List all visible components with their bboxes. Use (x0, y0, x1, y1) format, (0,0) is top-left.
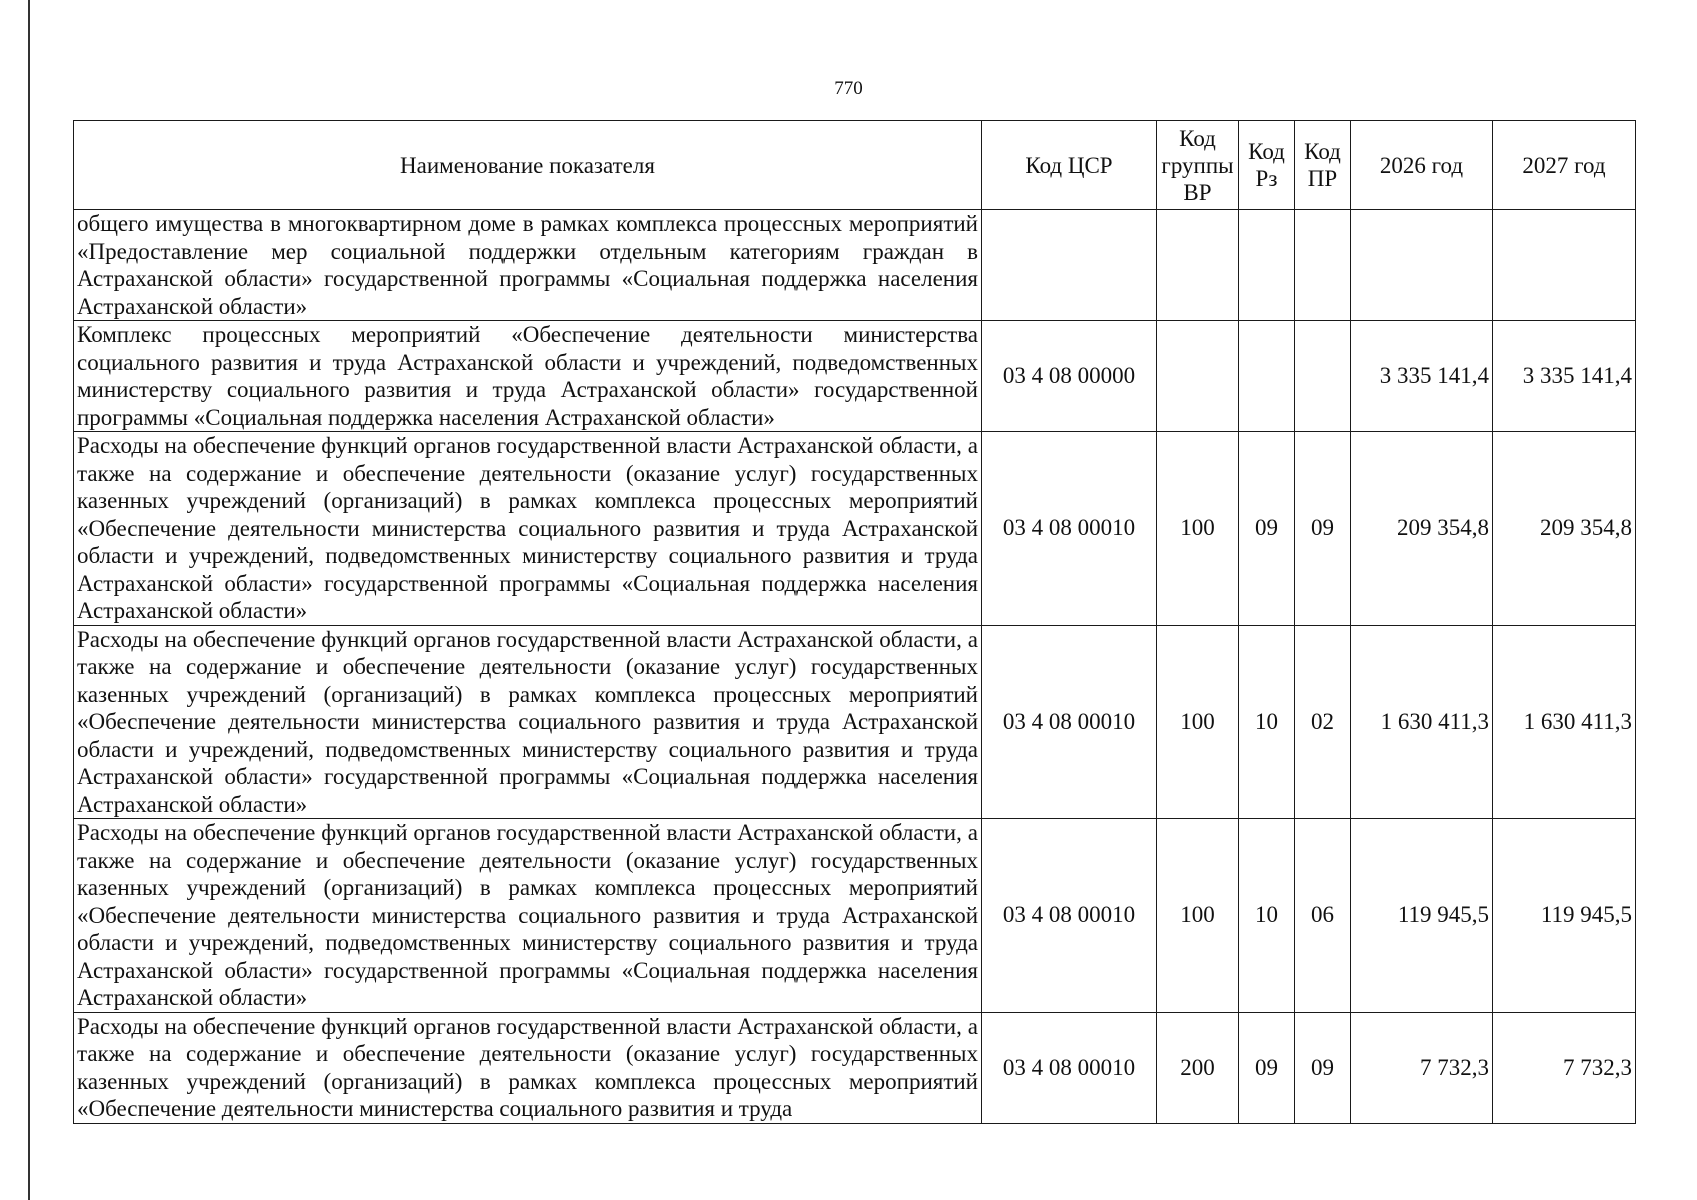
row-pr: 06 (1295, 819, 1351, 1013)
row-name: Расходы на обеспечение функций органов государственной власти Астраханской области, а также на содержание и обеспечение деятельности (оказание услуг) государственных казенных учреждений (организаций) в рамках комплекса процессных мероприятий «Обеспечение деятельности министерства социального развития и труда (74, 1012, 982, 1123)
header-vr: Код группы ВР (1157, 121, 1239, 210)
row-vr: 100 (1157, 625, 1239, 819)
header-name: Наименование показателя (74, 121, 982, 210)
row-2027: 119 945,5 (1493, 819, 1636, 1013)
row-rz: 10 (1239, 625, 1295, 819)
row-csr (982, 210, 1157, 321)
row-pr: 02 (1295, 625, 1351, 819)
header-2026: 2026 год (1351, 121, 1493, 210)
table-row (74, 432, 1636, 626)
row-vr (1157, 321, 1239, 432)
row-pr (1295, 321, 1351, 432)
row-name: Расходы на обеспечение функций органов государственной власти Астраханской области, а также на содержание и обеспечение деятельности (оказание услуг) государственных казенных учреждений (организаций) в рамках комплекса процессных мероприятий «Обеспечение деятельности министерства социального развития и труда Астраханской области и учреждений, подведомственных министерству социального развития и труда Астраханской области» государственной программы «Социальная поддержка населения Астраханской области» (74, 432, 982, 626)
table-header-row (74, 121, 1636, 210)
row-name: Расходы на обеспечение функций органов государственной власти Астраханской области, а также на содержание и обеспечение деятельности (оказание услуг) государственных казенных учреждений (организаций) в рамках комплекса процессных мероприятий «Обеспечение деятельности министерства социального развития и труда Астраханской области и учреждений, подведомственных министерству социального развития и труда Астраханской области» государственной программы «Социальная поддержка населения Астраханской области» (74, 819, 982, 1013)
row-csr: 03 4 08 00010 (982, 819, 1157, 1013)
row-2027: 7 732,3 (1493, 1012, 1636, 1123)
row-csr: 03 4 08 00000 (982, 321, 1157, 432)
row-pr: 09 (1295, 1012, 1351, 1123)
scan-edge-line (28, 0, 30, 1200)
header-2027: 2027 год (1493, 121, 1636, 210)
row-rz (1239, 321, 1295, 432)
budget-table (73, 120, 1636, 1124)
header-rz: Код Рз (1239, 121, 1295, 210)
table-row (74, 1012, 1636, 1123)
table-row (74, 321, 1636, 432)
row-rz: 09 (1239, 432, 1295, 626)
row-2027: 3 335 141,4 (1493, 321, 1636, 432)
row-name: Расходы на обеспечение функций органов государственной власти Астраханской области, а также на содержание и обеспечение деятельности (оказание услуг) государственных казенных учреждений (организаций) в рамках комплекса процессных мероприятий «Обеспечение деятельности министерства социального развития и труда Астраханской области и учреждений, подведомственных министерству социального развития и труда Астраханской области» государственной программы «Социальная поддержка населения Астраханской области» (74, 625, 982, 819)
row-2026: 209 354,8 (1351, 432, 1493, 626)
page-number: 770 (834, 78, 863, 99)
row-2026: 7 732,3 (1351, 1012, 1493, 1123)
row-vr: 100 (1157, 819, 1239, 1013)
table-row (74, 210, 1636, 321)
row-rz: 09 (1239, 1012, 1295, 1123)
row-2026: 119 945,5 (1351, 819, 1493, 1013)
row-2027 (1493, 210, 1636, 321)
row-vr: 100 (1157, 432, 1239, 626)
header-csr: Код ЦСР (982, 121, 1157, 210)
row-rz: 10 (1239, 819, 1295, 1013)
row-vr: 200 (1157, 1012, 1239, 1123)
row-2027: 209 354,8 (1493, 432, 1636, 626)
table-row (74, 625, 1636, 819)
row-pr (1295, 210, 1351, 321)
row-2026 (1351, 210, 1493, 321)
row-name: Комплекс процессных мероприятий «Обеспечение деятельности министерства социального развития и труда Астраханской области и учреждений, подведомственных министерству социального развития и труда Астраханской области» государственной программы «Социальная поддержка населения Астраханской области» (74, 321, 982, 432)
row-name: общего имущества в многоквартирном доме в рамках комплекса процессных мероприятий «Предоставление мер социальной поддержки отдельным категориям граждан в Астраханской области» государственной программы «Социальная поддержка населения Астраханской области» (74, 210, 982, 321)
row-rz (1239, 210, 1295, 321)
table-row (74, 819, 1636, 1013)
row-2026: 3 335 141,4 (1351, 321, 1493, 432)
row-2027: 1 630 411,3 (1493, 625, 1636, 819)
row-csr: 03 4 08 00010 (982, 1012, 1157, 1123)
row-2026: 1 630 411,3 (1351, 625, 1493, 819)
header-pr: Код ПР (1295, 121, 1351, 210)
row-csr: 03 4 08 00010 (982, 625, 1157, 819)
row-csr: 03 4 08 00010 (982, 432, 1157, 626)
row-pr: 09 (1295, 432, 1351, 626)
row-vr (1157, 210, 1239, 321)
